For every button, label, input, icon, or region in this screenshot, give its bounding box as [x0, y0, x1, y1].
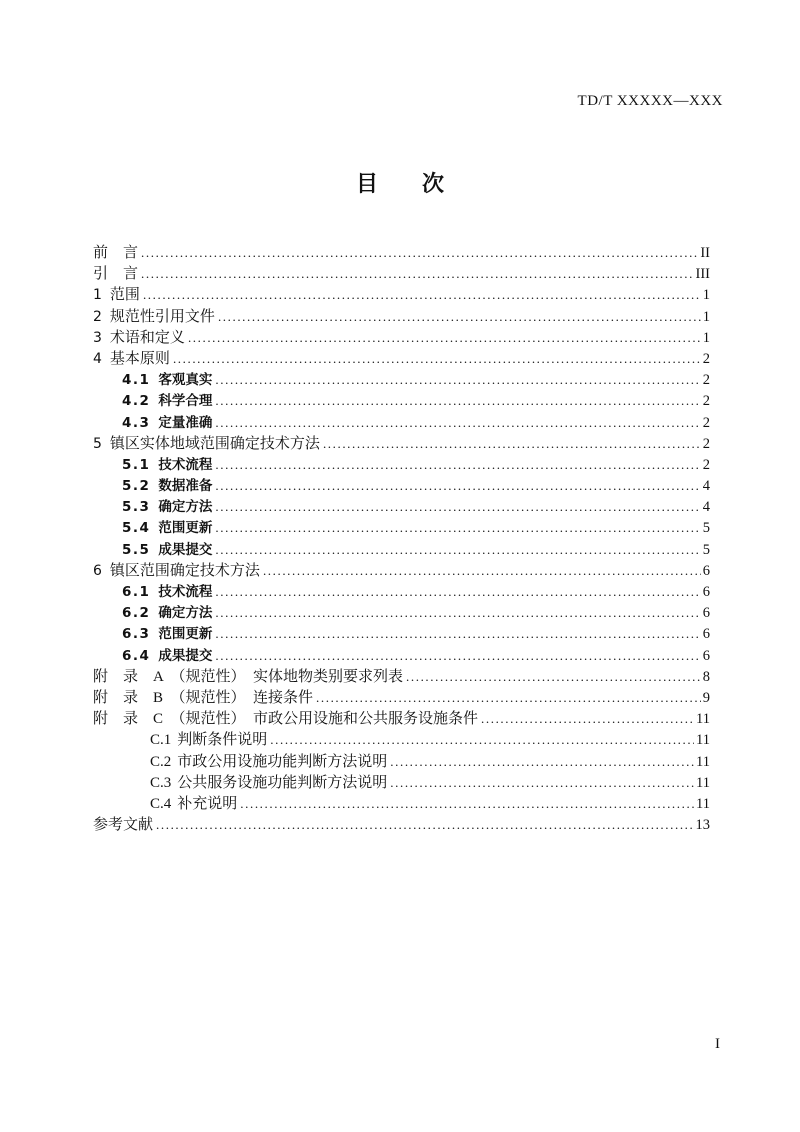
toc-entry-label: 规范性引用文件 [109, 308, 215, 325]
toc-entry-page: 6 [702, 584, 710, 600]
toc-entry-label: 前 言 [93, 245, 139, 261]
toc-entry-page: 11 [696, 711, 710, 728]
toc-entry-page: 11 [696, 774, 710, 791]
toc-entry-page: 9 [702, 689, 710, 706]
toc-entry-label: 技术流程 [158, 584, 213, 600]
dot-leader [215, 542, 700, 558]
dot-leader [156, 817, 693, 833]
toc-entry-label: 术语和定义 [109, 329, 185, 346]
toc-entry-4-1 [93, 368, 710, 389]
toc-entry-number: 5 [93, 435, 102, 452]
toc-entry-page: 4 [702, 499, 710, 516]
toc-entry-number: C.1 [150, 732, 172, 749]
dot-leader [188, 330, 701, 346]
dot-leader [215, 457, 700, 473]
toc-entry-4 [93, 347, 710, 368]
toc-entry-references [93, 813, 710, 834]
dot-leader [215, 605, 700, 621]
toc-entry-page: 1 [702, 329, 710, 346]
toc-entry-page: 8 [702, 668, 710, 685]
dot-leader [141, 245, 698, 261]
dot-leader [240, 796, 694, 812]
toc-entry-page: 2 [702, 350, 710, 367]
dot-leader [316, 690, 701, 706]
toc-entry-label: 补充说明 [177, 795, 238, 812]
toc-entry-page: III [695, 266, 710, 283]
toc-entry-label: 基本原则 [109, 350, 170, 367]
toc-entry-number: 5.4 [122, 520, 151, 537]
toc-entry-page: 2 [702, 456, 710, 473]
toc-entry-label: 数据准备 [158, 478, 213, 495]
toc-entry-page: 11 [696, 753, 710, 770]
toc-entry-number: 4.2 [122, 393, 151, 410]
toc-entry-annex-b [93, 686, 710, 707]
toc-entry-number: 6.2 [122, 605, 151, 622]
toc-entry-6-1 [93, 580, 710, 601]
toc-entry-label: 范围更新 [158, 520, 213, 537]
toc-entry-number: C.2 [150, 753, 172, 770]
toc-entry-label: 镇区实体地域范围确定技术方法 [109, 435, 320, 452]
toc-entry-page: 6 [702, 562, 710, 579]
standard-code: TD/T XXXXX—XXX [577, 93, 723, 109]
toc-entry-label: 客观真实 [158, 372, 213, 389]
toc-entry-number: 4 [93, 350, 102, 367]
toc-entry-number: 2 [93, 308, 102, 325]
toc-entry-number: 5.3 [122, 499, 151, 516]
toc-entry-number: 5.5 [122, 541, 151, 558]
toc-entry-5-3 [93, 495, 710, 516]
toc-entry-3 [93, 326, 710, 347]
dot-leader [263, 563, 701, 579]
toc-entry-number: 6.4 [122, 647, 151, 664]
dot-leader [141, 266, 693, 282]
toc-entry-label: 确定方法 [158, 605, 213, 622]
dot-leader [270, 732, 694, 748]
toc-entry-label: 镇区范围确定技术方法 [109, 562, 260, 579]
toc-entry-page: 2 [702, 372, 710, 389]
toc-entry-5-2 [93, 474, 710, 495]
toc-entry-4-2 [93, 389, 710, 410]
toc-entry-number: 6 [93, 562, 102, 579]
toc-entry-page: 2 [702, 393, 710, 410]
toc-entry-c-1 [93, 728, 710, 749]
toc-entry-page: 1 [702, 287, 710, 304]
toc-entry-label: 引 言 [93, 266, 139, 283]
toc-entry-introduction [93, 262, 710, 283]
toc-entry-page: 1 [702, 308, 710, 325]
toc-entry-label: 公共服务设施功能判断方法说明 [177, 774, 388, 791]
toc-entry-5-4 [93, 516, 710, 537]
toc-entry-c-4 [93, 792, 710, 813]
dot-leader [406, 669, 701, 685]
toc-entry-6 [93, 559, 710, 580]
toc-entry-label: 定量准确 [158, 414, 213, 431]
toc-entry-5 [93, 432, 710, 453]
toc-entry-label: 参考文献 [93, 817, 154, 834]
dot-leader [215, 499, 700, 515]
toc-entry-number: C.3 [150, 774, 172, 791]
toc-entry-number: 6.3 [122, 626, 151, 643]
dot-leader [390, 754, 694, 770]
dot-leader [173, 351, 701, 367]
toc-entry-page: 4 [702, 478, 710, 495]
toc-entry-number: 5.2 [122, 478, 151, 495]
dot-leader [323, 436, 701, 452]
dot-leader [143, 287, 701, 303]
toc-entry-label: 技术流程 [158, 456, 213, 473]
toc-entry-label: 附 录 A （规范性） 实体地物类别要求列表 [93, 668, 404, 685]
toc-entry-6-4 [93, 644, 710, 665]
dot-leader [215, 415, 700, 431]
toc-entry-label: 科学合理 [158, 393, 213, 410]
dot-leader [215, 648, 700, 664]
toc-entry-label: 成果提交 [158, 647, 213, 664]
toc-entry-foreword [93, 241, 710, 262]
toc-entry-label: 范围 [109, 287, 140, 304]
toc-entry-5-1 [93, 453, 710, 474]
toc-entry-annex-a [93, 665, 710, 686]
toc-entry-6-3 [93, 622, 710, 643]
toc-entry-label: 判断条件说明 [177, 732, 268, 749]
toc-entry-page: 5 [702, 520, 710, 537]
toc-entry-label: 市政公用设施功能判断方法说明 [177, 753, 388, 770]
toc-entry-page: II [700, 245, 710, 261]
toc-entry-label: 附 录 C （规范性） 市政公用设施和公共服务设施条件 [93, 711, 479, 728]
toc-entry-4-3 [93, 411, 710, 432]
dot-leader [215, 520, 700, 536]
dot-leader [215, 478, 700, 494]
toc-entry-c-2 [93, 750, 710, 771]
toc-entry-label: 范围更新 [158, 626, 213, 643]
folio-page-number: I [715, 1036, 720, 1052]
dot-leader [481, 711, 694, 727]
toc-entry-label: 成果提交 [158, 541, 213, 558]
toc-entry-number: 1 [93, 287, 102, 304]
toc-entry-2 [93, 305, 710, 326]
toc-entry-page: 11 [696, 732, 710, 749]
toc-entry-1 [93, 283, 710, 304]
toc-entry-number: 4.1 [122, 372, 151, 389]
toc-entry-c-3 [93, 771, 710, 792]
dot-leader [215, 372, 700, 388]
toc-entry-page: 2 [702, 435, 710, 452]
toc-entry-page: 6 [702, 647, 710, 664]
toc-entry-number: 5.1 [122, 456, 151, 473]
dot-leader [215, 393, 700, 409]
toc-entry-page: 5 [702, 541, 710, 558]
toc-entry-page: 2 [702, 414, 710, 431]
toc-entry-number: 6.1 [122, 584, 151, 600]
toc-entry-page: 6 [702, 626, 710, 643]
toc-entry-number: 3 [93, 329, 102, 346]
toc-entry-annex-c [93, 707, 710, 728]
dot-leader [218, 309, 701, 325]
table-of-contents [93, 241, 710, 834]
toc-entry-page: 6 [702, 605, 710, 622]
toc-entry-6-2 [93, 601, 710, 622]
dot-leader [215, 584, 700, 600]
dot-leader [215, 626, 700, 642]
dot-leader [390, 775, 694, 791]
page-title: 目 次 [355, 172, 444, 197]
toc-entry-page: 13 [695, 817, 710, 834]
toc-entry-page: 11 [696, 795, 710, 812]
toc-entry-number: 4.3 [122, 414, 151, 431]
toc-entry-5-5 [93, 538, 710, 559]
toc-entry-label: 确定方法 [158, 499, 213, 516]
toc-entry-label: 附 录 B （规范性） 连接条件 [93, 689, 314, 706]
toc-entry-number: C.4 [150, 795, 172, 812]
